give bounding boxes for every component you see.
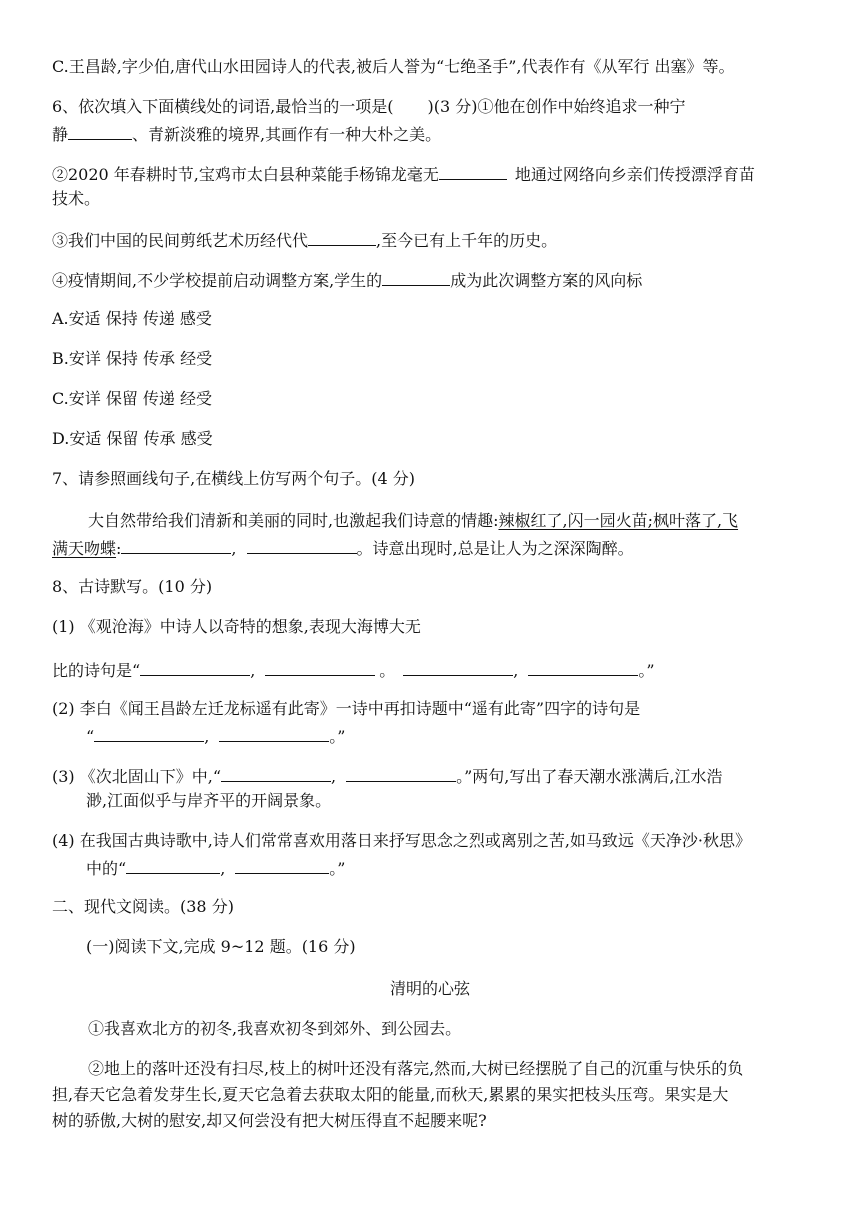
q8-item-2: (2) 李白《闻王昌龄左迁龙标遥有此寄》一诗中再扣诗题中“遥有此寄”四字的诗句是: [52, 699, 641, 718]
answer-blank[interactable]: [403, 658, 513, 676]
q7-passage-line2: 满天吻蝶: , 。诗意出现时,总是让人为之深深陶醉。: [52, 536, 634, 560]
option-b[interactable]: B.安详 保持 传承 经受: [52, 349, 213, 368]
answer-blank[interactable]: [94, 724, 204, 742]
section-heading: 二、现代文阅读。(38 分): [52, 897, 234, 916]
q8-item-1-blanks: 比的诗句是“ , 。 , 。”: [52, 658, 655, 682]
option-a[interactable]: A.安适 保持 传递 感受: [52, 309, 212, 328]
q5-option-c: C.王昌龄,字少伯,唐代山水田园诗人的代表,被后人誉为“七绝圣手”,代表作有《从军行 出塞》等。: [52, 57, 735, 76]
passage-title: 清明的心弦: [389, 979, 470, 998]
q7-stem: 7、请参照画线句子,在横线上仿写两个句子。(4 分): [52, 469, 416, 488]
q6-stem: 6、依次填入下面横线处的词语,最恰当的一项是( )(3 分)①他在创作中始终追求一种宁: [52, 97, 686, 116]
passage-paragraph-2: ②地上的落叶还没有扫尽,枝上的树叶还没有落完,然而,大树已经摆脱了自己的沉重与快乐的负: [88, 1059, 744, 1078]
answer-blank[interactable]: [140, 658, 250, 676]
option-d[interactable]: D.安适 保留 传承 感受: [52, 429, 213, 448]
q8-item-1: (1) 《观沧海》中诗人以奇特的想象,表现大海博大无: [52, 617, 421, 636]
passage-paragraph-2-line2: 担,春天它急着发芽生长,夏天它急着去获取太阳的能量,而秋天,累累的果实把枝头压弯。果实是大: [52, 1085, 729, 1104]
q6-sentence-4: ④疫情期间,不少学校提前启动调整方案,学生的 成为此次调整方案的风向标: [52, 268, 642, 292]
passage-paragraph-2-line3: 树的骄傲,大树的慰安,却又何尝没有把大树压得直不起腰来呢?: [52, 1111, 487, 1130]
q6-sentence-2: ②2020 年春耕时节,宝鸡市太白县种菜能手杨锦龙毫无 地通过网络向乡亲们传授漂浮育苗: [52, 162, 755, 186]
q8-item-3-cont: 渺,江面似乎与岸齐平的开阔景象。: [86, 791, 332, 810]
q8-item-4: (4) 在我国古典诗歌中,诗人们常常喜欢用落日来抒写思念之烈或离别之苦,如马致远《天净沙·秋思》: [52, 831, 752, 850]
answer-blank[interactable]: [221, 764, 331, 782]
q7-passage-line1: 大自然带给我们清新和美丽的同时,也激起我们诗意的情趣:辣椒红了,闪一园火苗;枫叶落了,飞: [88, 511, 739, 530]
passage-paragraph-1: ①我喜欢北方的初冬,我喜欢初冬到郊外、到公园去。: [88, 1019, 462, 1038]
answer-blank[interactable]: [308, 228, 376, 246]
answer-blank[interactable]: [439, 162, 507, 180]
q8-stem: 8、古诗默写。(10 分): [52, 577, 213, 596]
q6-sentence-3: ③我们中国的民间剪纸艺术历经代代 ,至今已有上千年的历史。: [52, 228, 557, 252]
q6-stem-line2: 静 、青新淡雅的境界,其画作有一种大朴之美。: [52, 122, 441, 146]
answer-blank[interactable]: [219, 724, 329, 742]
q8-item-2-blanks: “ , 。”: [86, 724, 345, 748]
answer-blank[interactable]: [68, 122, 132, 140]
q6-sentence-2-cont: 技术。: [52, 189, 101, 208]
answer-blank[interactable]: [247, 536, 357, 554]
answer-blank[interactable]: [382, 268, 450, 286]
q8-item-4-blanks: 中的“ , 。”: [86, 856, 345, 880]
answer-blank[interactable]: [235, 856, 329, 874]
q8-item-3: (3) 《次北固山下》中,“ , 。”两句,写出了春天潮水涨满后,江水浩: [52, 764, 722, 788]
answer-blank[interactable]: [121, 536, 231, 554]
answer-blank[interactable]: [346, 764, 456, 782]
answer-blank[interactable]: [265, 658, 375, 676]
answer-blank[interactable]: [528, 658, 638, 676]
option-c[interactable]: C.安详 保留 传递 经受: [52, 389, 213, 408]
answer-blank[interactable]: [126, 856, 220, 874]
section-subheading: (一)阅读下文,完成 9~12 题。(16 分): [86, 937, 356, 956]
